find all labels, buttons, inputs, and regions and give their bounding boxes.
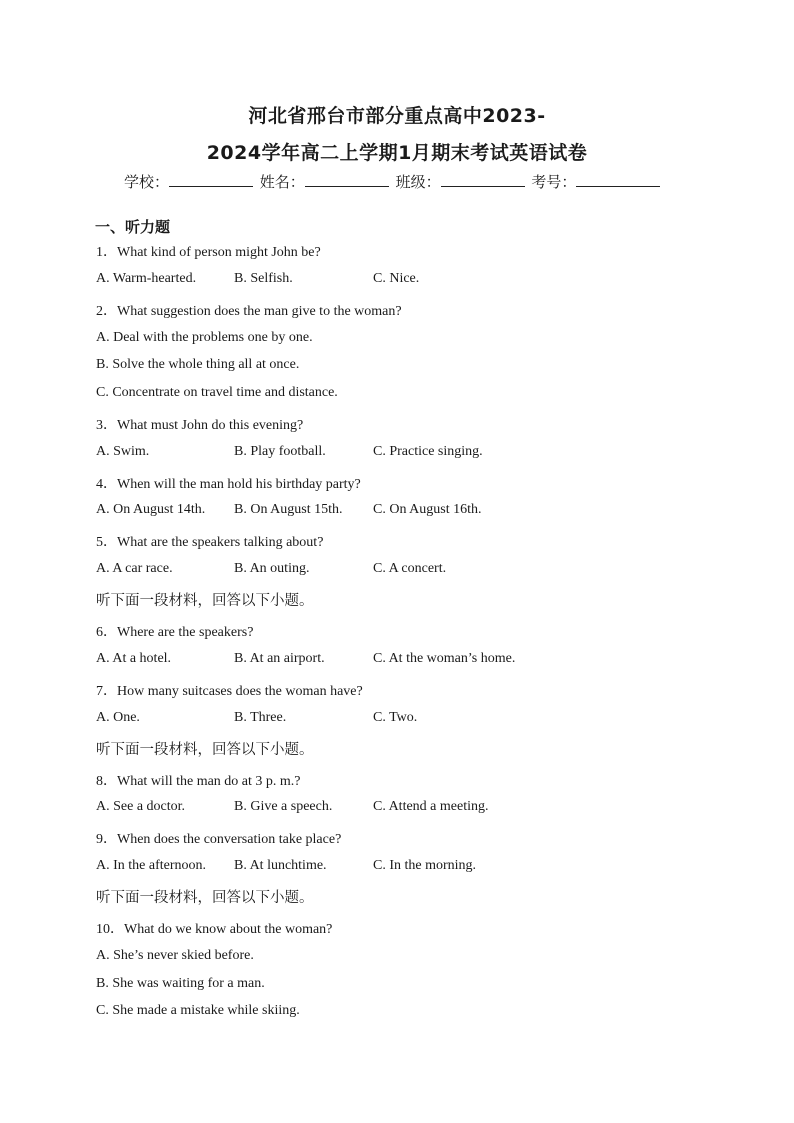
q10-option-c: C. She made a mistake while skiing. bbox=[96, 1003, 300, 1018]
q2-option-c: C. Concentrate on travel time and distance. bbox=[96, 385, 338, 400]
q7-option-a: A. One. bbox=[96, 710, 140, 725]
q5-option-c: C. A concert. bbox=[373, 561, 447, 576]
q6-option-b: B. At an airport. bbox=[234, 651, 325, 666]
question-5: 5．What are the speakers talking about? bbox=[96, 535, 324, 550]
question-1: 1．What kind of person might John be? bbox=[96, 245, 321, 260]
q3-option-c: C. Practice singing. bbox=[373, 444, 483, 459]
question-8: 8．What will the man do at 3 p. m.? bbox=[96, 774, 301, 789]
exam-number-label: 考号： bbox=[531, 173, 577, 191]
school-blank[interactable] bbox=[169, 172, 253, 187]
q2-option-b: B. Solve the whole thing all at once. bbox=[96, 357, 300, 372]
q7-option-c: C. Two. bbox=[373, 710, 418, 725]
class-blank[interactable] bbox=[441, 172, 525, 187]
question-3: 3．What must John do this evening? bbox=[96, 418, 304, 433]
q9-option-a: A. In the afternoon. bbox=[96, 858, 207, 873]
student-info-row bbox=[124, 171, 662, 192]
q5-option-a: A. A car race. bbox=[96, 561, 173, 576]
exam-title-line-1: 河北省邢台市部分重点高中2023- bbox=[248, 105, 546, 127]
question-6: 6．Where are the speakers? bbox=[96, 625, 254, 640]
class-label: 班级： bbox=[395, 173, 441, 191]
q4-option-c: C. On August 16th. bbox=[373, 502, 482, 517]
section-title: 一、听力题 bbox=[95, 218, 171, 236]
instruction-3: 听下面一段材料，回答以下小题。 bbox=[96, 890, 314, 906]
q9-option-b: B. At lunchtime. bbox=[234, 858, 327, 873]
q2-option-a: A. Deal with the problems one by one. bbox=[96, 330, 313, 345]
question-2: 2．What suggestion does the man give to the woman? bbox=[96, 304, 402, 319]
q1-option-b: B. Selfish. bbox=[234, 271, 293, 286]
question-7: 7．How many suitcases does the woman have? bbox=[96, 684, 363, 699]
q1-option-a: A. Warm-hearted. bbox=[96, 271, 197, 286]
q7-option-b: B. Three. bbox=[234, 710, 287, 725]
q6-option-a: A. At a hotel. bbox=[96, 651, 172, 666]
q8-option-b: B. Give a speech. bbox=[234, 799, 333, 814]
question-4: 4．When will the man hold his birthday party? bbox=[96, 477, 361, 492]
q8-option-a: A. See a doctor. bbox=[96, 799, 186, 814]
name-blank[interactable] bbox=[305, 172, 389, 187]
q9-option-c: C. In the morning. bbox=[373, 858, 477, 873]
q10-option-a: A. She’s never skied before. bbox=[96, 948, 254, 963]
q4-option-b: B. On August 15th. bbox=[234, 502, 343, 517]
school-label: 学校： bbox=[124, 173, 170, 191]
instruction-2: 听下面一段材料，回答以下小题。 bbox=[96, 742, 314, 758]
exam-number-blank[interactable] bbox=[576, 172, 660, 187]
q5-option-b: B. An outing. bbox=[234, 561, 310, 576]
instruction-1: 听下面一段材料，回答以下小题。 bbox=[96, 593, 314, 609]
q10-option-b: B. She was waiting for a man. bbox=[96, 976, 265, 991]
q3-option-a: A. Swim. bbox=[96, 444, 150, 459]
q1-option-c: C. Nice. bbox=[373, 271, 420, 286]
q3-option-b: B. Play football. bbox=[234, 444, 326, 459]
question-10: 10．What do we know about the woman? bbox=[96, 922, 333, 937]
q6-option-c: C. At the woman’s home. bbox=[373, 651, 516, 666]
q4-option-a: A. On August 14th. bbox=[96, 502, 206, 517]
q8-option-c: C. Attend a meeting. bbox=[373, 799, 489, 814]
name-label: 姓名： bbox=[259, 173, 305, 191]
question-9: 9．When does the conversation take place? bbox=[96, 832, 342, 847]
exam-title-line-2: 2024学年高二上学期1月期末考试英语试卷 bbox=[206, 142, 588, 164]
